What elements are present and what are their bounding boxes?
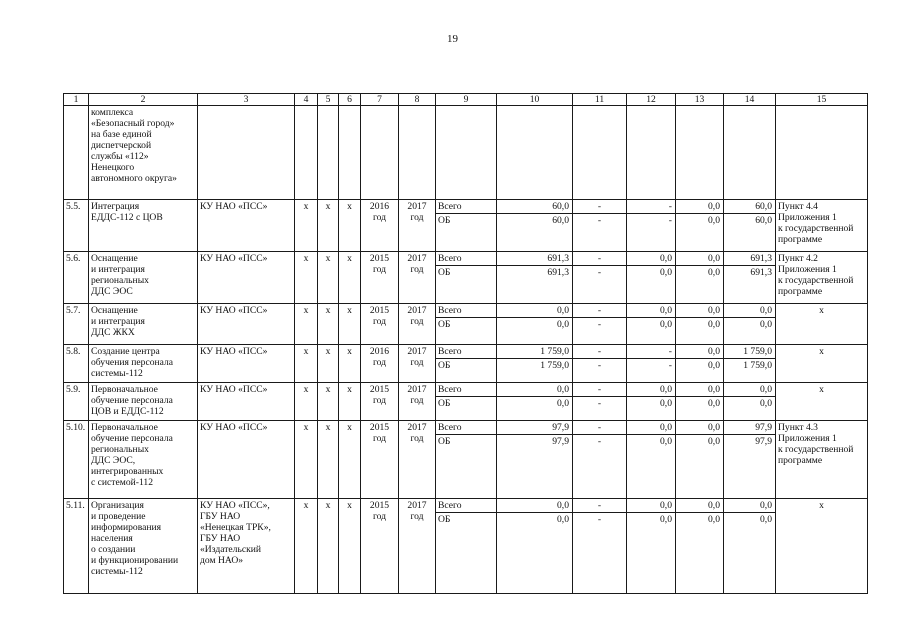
value-cell-v12: 0,0: [627, 252, 676, 266]
activity-name-cell: Интеграция ЕДДС-112 с ЦОВ: [89, 200, 198, 252]
value-cell-v14: 60,0: [724, 200, 776, 214]
executor-cell: КУ НАО «ПСС», ГБУ НАО «Ненецкая ТРК», ГБУ НАО «Издательский дом НАО»: [198, 499, 295, 594]
executor-cell: КУ НАО «ПСС»: [198, 345, 295, 383]
column-header-4: 4: [295, 94, 318, 106]
value-cell-v13: 0,0: [676, 200, 724, 214]
value-cell-v11: -: [573, 318, 627, 345]
table-body: [64, 94, 868, 594]
value-cell-v11: -: [573, 304, 627, 318]
value-cell-v13: 0,0: [676, 421, 724, 435]
row-number-cell: 5.6.: [64, 252, 89, 304]
value-cell-v10: 97,9: [497, 421, 573, 435]
value-cell-v12: 0,0: [627, 383, 676, 397]
value-cell-v14: 1 759,0: [724, 345, 776, 359]
col4-cell: х: [295, 345, 318, 383]
start-year-cell: 2016 год: [361, 345, 399, 383]
executor-cell: КУ НАО «ПСС»: [198, 200, 295, 252]
value-cell-v13: 0,0: [676, 499, 724, 513]
column-header-1: 1: [64, 94, 89, 106]
table-row: [64, 383, 868, 397]
col6-cell: х: [339, 421, 361, 499]
executor-cell: КУ НАО «ПСС»: [198, 421, 295, 499]
value-cell-v12: 0,0: [627, 435, 676, 499]
col4-cell: х: [295, 252, 318, 304]
note-cell: Пункт 4.4 Приложения 1 к государственной программе: [776, 200, 868, 252]
column-header-7: 7: [361, 94, 399, 106]
value-cell-v11: -: [573, 513, 627, 594]
value-cell-v10: 1 759,0: [497, 359, 573, 383]
funding-label-ob: ОБ: [436, 397, 497, 421]
end-year-cell: 2017 год: [399, 383, 436, 421]
value-cell-v10: 0,0: [497, 318, 573, 345]
column-header-11: 11: [573, 94, 627, 106]
value-cell-v14: 0,0: [724, 304, 776, 318]
continuation-name-cell: комплекса «Безопасный город» на базе единой диспетчерской службы «112» Ненецкого автономного округа»: [89, 106, 198, 200]
value-cell-v12: 0,0: [627, 318, 676, 345]
column-header-3: 3: [198, 94, 295, 106]
value-cell-v12: 0,0: [627, 266, 676, 304]
col4-cell: х: [295, 200, 318, 252]
value-cell-v13: 0,0: [676, 383, 724, 397]
start-year-cell: 2015 год: [361, 421, 399, 499]
start-year-cell: 2015 год: [361, 499, 399, 594]
end-year-cell: 2017 год: [399, 252, 436, 304]
column-header-6: 6: [339, 94, 361, 106]
row-number-cell: 5.8.: [64, 345, 89, 383]
value-cell-v10: 60,0: [497, 214, 573, 252]
end-year-cell: 2017 год: [399, 421, 436, 499]
note-cell: х: [776, 383, 868, 421]
funding-label-ob: ОБ: [436, 359, 497, 383]
value-cell-v10: 691,3: [497, 266, 573, 304]
value-cell-v13: 0,0: [676, 318, 724, 345]
end-year-cell: 2017 год: [399, 304, 436, 345]
column-header-13: 13: [676, 94, 724, 106]
activity-name-cell: Первоначальное обучение персонала региональных ДДС ЭОС, интегрированных с системой-112: [89, 421, 198, 499]
col5-cell: х: [318, 421, 339, 499]
value-cell-v13: 0,0: [676, 252, 724, 266]
value-cell-v12: -: [627, 200, 676, 214]
note-cell: х: [776, 345, 868, 383]
column-header-12: 12: [627, 94, 676, 106]
value-cell-v13: 0,0: [676, 266, 724, 304]
col4-cell: х: [295, 304, 318, 345]
funding-label-total: Всего: [436, 499, 497, 513]
value-cell-v10: 0,0: [497, 383, 573, 397]
activity-name-cell: Оснащение и интеграция ДДС ЖКХ: [89, 304, 198, 345]
table-row: [64, 345, 868, 359]
value-cell-v14: 97,9: [724, 421, 776, 435]
value-cell-v12: -: [627, 345, 676, 359]
value-cell-v12: 0,0: [627, 397, 676, 421]
value-cell-v10: 691,3: [497, 252, 573, 266]
start-year-cell: 2015 год: [361, 304, 399, 345]
row-number-cell: 5.7.: [64, 304, 89, 345]
start-year-cell: 2015 год: [361, 252, 399, 304]
start-year-cell: 2016 год: [361, 200, 399, 252]
activity-name-cell: Организация и проведение информирования населения о создании и функционировании системы-112: [89, 499, 198, 594]
value-cell-v14: 0,0: [724, 383, 776, 397]
value-cell-v11: -: [573, 266, 627, 304]
funding-label-ob: ОБ: [436, 266, 497, 304]
col6-cell: х: [339, 499, 361, 594]
row-number-cell: 5.11.: [64, 499, 89, 594]
value-cell-v11: -: [573, 252, 627, 266]
column-header-14: 14: [724, 94, 776, 106]
value-cell-v12: 0,0: [627, 513, 676, 594]
value-cell-v10: 97,9: [497, 435, 573, 499]
executor-cell: КУ НАО «ПСС»: [198, 252, 295, 304]
value-cell-v14: 0,0: [724, 513, 776, 594]
value-cell-v14: 97,9: [724, 435, 776, 499]
column-header-2: 2: [89, 94, 198, 106]
program-table: [63, 93, 868, 594]
end-year-cell: 2017 год: [399, 200, 436, 252]
funding-label-ob: ОБ: [436, 435, 497, 499]
value-cell-v14: 691,3: [724, 252, 776, 266]
value-cell-v14: 0,0: [724, 318, 776, 345]
col4-cell: х: [295, 499, 318, 594]
col6-cell: х: [339, 345, 361, 383]
row-number-cell: 5.10.: [64, 421, 89, 499]
col4-cell: х: [295, 383, 318, 421]
value-cell-v12: 0,0: [627, 421, 676, 435]
value-cell-v10: 1 759,0: [497, 345, 573, 359]
value-cell-v10: 60,0: [497, 200, 573, 214]
value-cell-v13: 0,0: [676, 435, 724, 499]
value-cell-v11: -: [573, 435, 627, 499]
start-year-cell: 2015 год: [361, 383, 399, 421]
end-year-cell: 2017 год: [399, 499, 436, 594]
table-row: [64, 200, 868, 214]
value-cell-v14: 0,0: [724, 499, 776, 513]
note-cell: Пункт 4.2 Приложения 1 к государственной программе: [776, 252, 868, 304]
value-cell-v12: 0,0: [627, 499, 676, 513]
col5-cell: х: [318, 383, 339, 421]
col4-cell: х: [295, 421, 318, 499]
funding-label-ob: ОБ: [436, 318, 497, 345]
value-cell-v11: -: [573, 421, 627, 435]
value-cell-v11: -: [573, 200, 627, 214]
activity-name-cell: Создание центра обучения персонала системы-112: [89, 345, 198, 383]
col6-cell: х: [339, 200, 361, 252]
activity-name-cell: Оснащение и интеграция региональных ДДС ЭОС: [89, 252, 198, 304]
value-cell-v14: 60,0: [724, 214, 776, 252]
table-row: [64, 304, 868, 318]
col6-cell: х: [339, 304, 361, 345]
funding-label-total: Всего: [436, 252, 497, 266]
column-header-9: 9: [436, 94, 497, 106]
value-cell-v11: -: [573, 359, 627, 383]
row-number-cell: 5.9.: [64, 383, 89, 421]
value-cell-v13: 0,0: [676, 345, 724, 359]
value-cell-v10: 0,0: [497, 499, 573, 513]
page-number: 19: [447, 33, 458, 45]
col5-cell: х: [318, 499, 339, 594]
note-cell: Пункт 4.3 Приложения 1 к государственной программе: [776, 421, 868, 499]
value-cell-v10: 0,0: [497, 397, 573, 421]
col5-cell: х: [318, 304, 339, 345]
value-cell-v13: 0,0: [676, 513, 724, 594]
note-cell: х: [776, 499, 868, 594]
table-row: [64, 252, 868, 266]
note-cell: х: [776, 304, 868, 345]
value-cell-v13: 0,0: [676, 397, 724, 421]
column-header-10: 10: [497, 94, 573, 106]
col5-cell: х: [318, 345, 339, 383]
column-header-15: 15: [776, 94, 868, 106]
funding-label-ob: ОБ: [436, 513, 497, 594]
value-cell-v11: -: [573, 499, 627, 513]
col5-cell: х: [318, 252, 339, 304]
end-year-cell: 2017 год: [399, 345, 436, 383]
value-cell-v11: -: [573, 397, 627, 421]
value-cell-v12: -: [627, 359, 676, 383]
value-cell-v12: 0,0: [627, 304, 676, 318]
funding-label-total: Всего: [436, 200, 497, 214]
continuation-row: [64, 106, 868, 200]
column-header-8: 8: [399, 94, 436, 106]
value-cell-v12: -: [627, 214, 676, 252]
value-cell-v11: -: [573, 214, 627, 252]
funding-label-total: Всего: [436, 345, 497, 359]
value-cell-v13: 0,0: [676, 214, 724, 252]
value-cell-v13: 0,0: [676, 304, 724, 318]
col6-cell: х: [339, 383, 361, 421]
value-cell-v11: -: [573, 383, 627, 397]
value-cell-v14: 1 759,0: [724, 359, 776, 383]
funding-label-total: Всего: [436, 304, 497, 318]
col5-cell: х: [318, 200, 339, 252]
funding-label-total: Всего: [436, 383, 497, 397]
col6-cell: х: [339, 252, 361, 304]
activity-name-cell: Первоначальное обучение персонала ЦОВ и ЕДДС-112: [89, 383, 198, 421]
value-cell-v10: 0,0: [497, 513, 573, 594]
funding-label-total: Всего: [436, 421, 497, 435]
table-row: [64, 421, 868, 435]
value-cell-v14: 691,3: [724, 266, 776, 304]
header-row: [64, 94, 868, 106]
column-header-5: 5: [318, 94, 339, 106]
value-cell-v13: 0,0: [676, 359, 724, 383]
value-cell-v11: -: [573, 345, 627, 359]
value-cell-v14: 0,0: [724, 397, 776, 421]
executor-cell: КУ НАО «ПСС»: [198, 304, 295, 345]
row-number-cell: 5.5.: [64, 200, 89, 252]
funding-label-ob: ОБ: [436, 214, 497, 252]
executor-cell: КУ НАО «ПСС»: [198, 383, 295, 421]
value-cell-v10: 0,0: [497, 304, 573, 318]
table-row: [64, 499, 868, 513]
